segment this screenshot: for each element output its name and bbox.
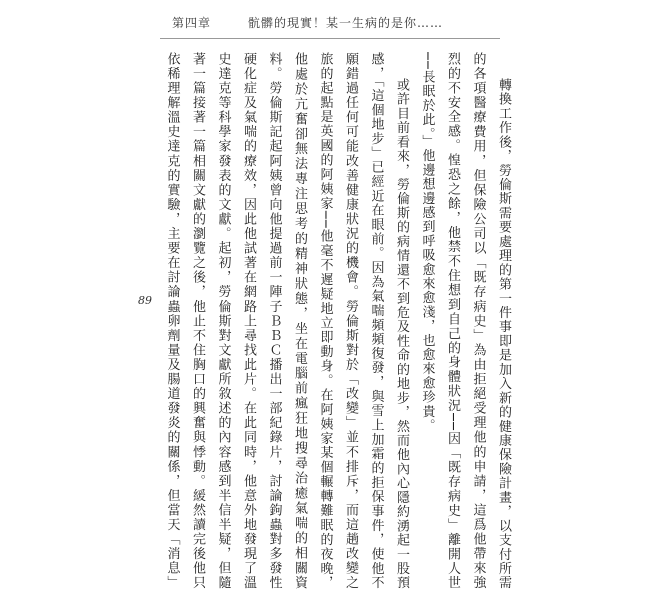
header-rule: [160, 38, 500, 39]
body-text: [156, 52, 516, 590]
vertical-text-column: [156, 52, 516, 590]
running-header: [0, 14, 655, 36]
paragraph: 或許目前看來，勞倫斯的病情還不到危及性命的地步，然而他內心隱約湧起一股預感，「這個地步」已經近在眼前。因為氣喘頻頻復發，與雪上加霜的拒保事件，使他不願錯過任何可能改善健康狀況的機會。勞倫斯對於「改變」並不排斥，而這趟改變之旅的起點是英國的阿姨家──他毫不遲疑地立即動身。在阿姨家某個輾轉難眠的夜晚，他處於亢奮卻無法專注思考的精神狀態，坐在電腦前瘋狂地搜尋治癒氣喘的相關資料。勞倫斯記起阿姨曾向他提過前一陣子ＢＢＣ播出一部紀錄片，討論鉤蟲對多發性硬化症及氣喘的療效，因此他試著在網路上尋找此片。在此同時，他意外地發現了溫史達克等科學家發表的文獻。起初，勞倫斯對文獻所敘述的內容感到半信半疑，但隨著一篇接著一篇相關文獻的瀏覽之後，他止不住胸口的興奮與悸動。緩然讀完後他只依稀理解溫史達克的實驗，主要在討論蟲卵劑量及腸道發炎的關係，但當天「消息」: [164, 52, 409, 590]
chapter-title: 骯髒的現實！某一生病的是你……: [248, 16, 444, 30]
chapter-label: 第四章: [172, 16, 212, 30]
paragraph: 轉換工作後，勞倫斯需要處理的第一件事即是加入新的健康保險計畫，以支付所需的各項醫療費用，但保險公司以「既存病史」為由拒絕受理他的申請，這爲他帶來強烈的不安全感。惶恐之餘，他禁不住想到自己的身體狀況──因「既存病史」離開人世──長眠於此。」他邊想邊感到呼吸愈來愈淺，也愈來愈珍貴。: [419, 52, 511, 590]
page-number: 89: [138, 294, 152, 307]
